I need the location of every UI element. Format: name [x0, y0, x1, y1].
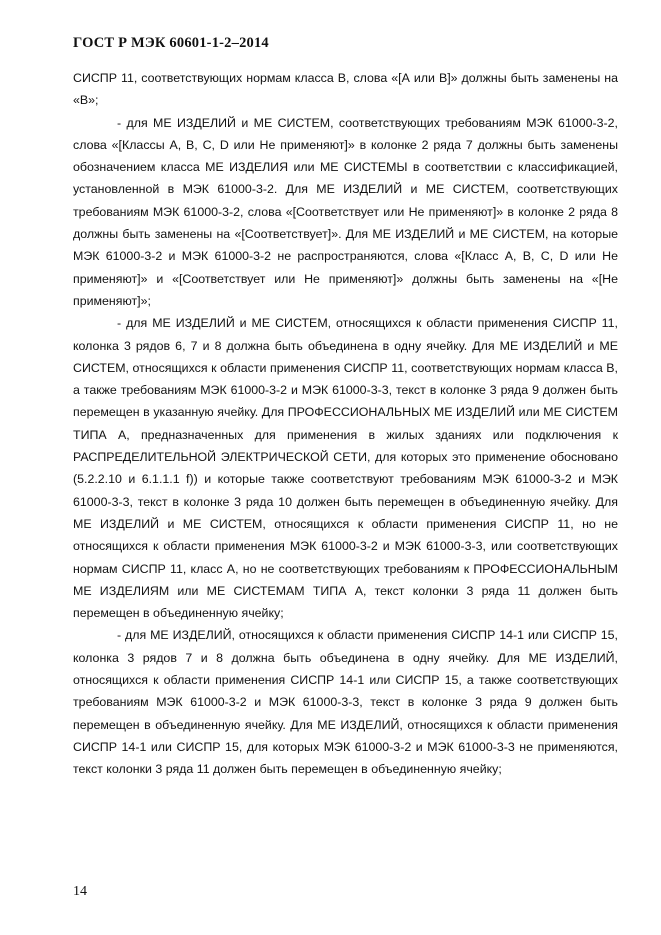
document-header: ГОСТ Р МЭК 60601-1-2–2014 [73, 35, 269, 51]
paragraph-list-item: - для МЕ ИЗДЕЛИЙ и МЕ СИСТЕМ, относящихся к области применения СИСПР 11, колонка 3 рядов 6, 7 и 8 должна быть объединена в одну ячейку. Для МЕ ИЗДЕЛИЙ и МЕ СИСТЕМ, относящихся к области применения СИСПР 11, соответствующих нормам класса В, а также требованиям МЭК 61000-3-2 и МЭК 61000-3-3, текст в колонке 3 ряда 9 должен быть перемещен в указанную ячейку. Для ПРОФЕССИОНАЛЬНЫХ МЕ ИЗДЕЛИЙ или МЕ СИСТЕМ ТИПА А, предназначенных для применения в жилых зданиях или подключения к РАСПРЕДЕЛИТЕЛЬНОЙ ЭЛЕКТРИЧЕСКОЙ СЕТИ, для которых это применение обосновано (5.2.2.10 и 6.1.1.1 f)) и которые также соответствуют требованиям МЭК 61000-3-2 и МЭК 61000-3-3, текст в колонке 3 ряда 10 должен быть перемещен в объединенную ячейку. Для МЕ ИЗДЕЛИЙ и МЕ СИСТЕМ, относящихся к области применения СИСПР 11, но не относящихся к области применения МЭК 61000-3-2 и МЭК 61000-3-3, или соответствующих нормам СИСПР 11, класс А, но не соответствующих требованиям к ПРОФЕССИОНАЛЬНЫМ МЕ ИЗДЕЛИЯМ или МЕ СИСТЕМАМ ТИПА А, текст колонки 3 ряда 11 должен быть перемещен в объединенную ячейку; [73, 316, 618, 621]
paragraph-list-item: - для МЕ ИЗДЕЛИЙ и МЕ СИСТЕМ, соответствующих требованиям МЭК 61000-3-2, слова «[Классы А, В, С, D или Не применяют]» в колонке 2 ряда 7 должны быть заменены обозначением класса МЕ ИЗДЕЛИЯ или МЕ СИСТЕМЫ в соответствии с классификацией, установленной в МЭК 61000-3-2. Для МЕ ИЗДЕЛИЙ и МЕ СИСТЕМ, соответствующих требованиям МЭК 61000-3-2, слова «[Соответствует или Не применяют]» в колонке 2 ряда 8 должны быть заменены на «[Соответствует]». Для МЕ ИЗДЕЛИЙ и МЕ СИСТЕМ, на которые МЭК 61000-3-2 и МЭК 61000-3-2 не распространяются, слова «[Класс А, В, С, D или Не применяют]» и «[Соответствует или Не применяют]» должны быть заменены на «[Не применяют]»; [73, 115, 618, 308]
document-body [73, 67, 618, 781]
paragraph-continuation: СИСПР 11, соответствующих нормам класса В, слова «[А или В]» должны быть заменены на «В»; [73, 71, 618, 108]
paragraph-list-item: - для МЕ ИЗДЕЛИЙ, относящихся к области применения СИСПР 14-1 или СИСПР 15, колонка 3 рядов 7 и 8 должна быть объединена в одну ячейку. Для МЕ ИЗДЕЛИЙ, относящихся к области применения СИСПР 14-1 или СИСПР 15, а также соответствующих требованиям МЭК 61000-3-2 и МЭК 61000-3-3, текст в колонке 3 ряда 9 должен быть перемещен в объединенную ячейку. Для МЕ ИЗДЕЛИЙ, относящихся к области применения СИСПР 14-1 или СИСПР 15, для которых МЭК 61000-3-2 и МЭК 61000-3-3 не применяются, текст колонки 3 ряда 11 должен быть перемещен в объединенную ячейку; [73, 628, 618, 777]
page-number: 14 [73, 884, 87, 899]
